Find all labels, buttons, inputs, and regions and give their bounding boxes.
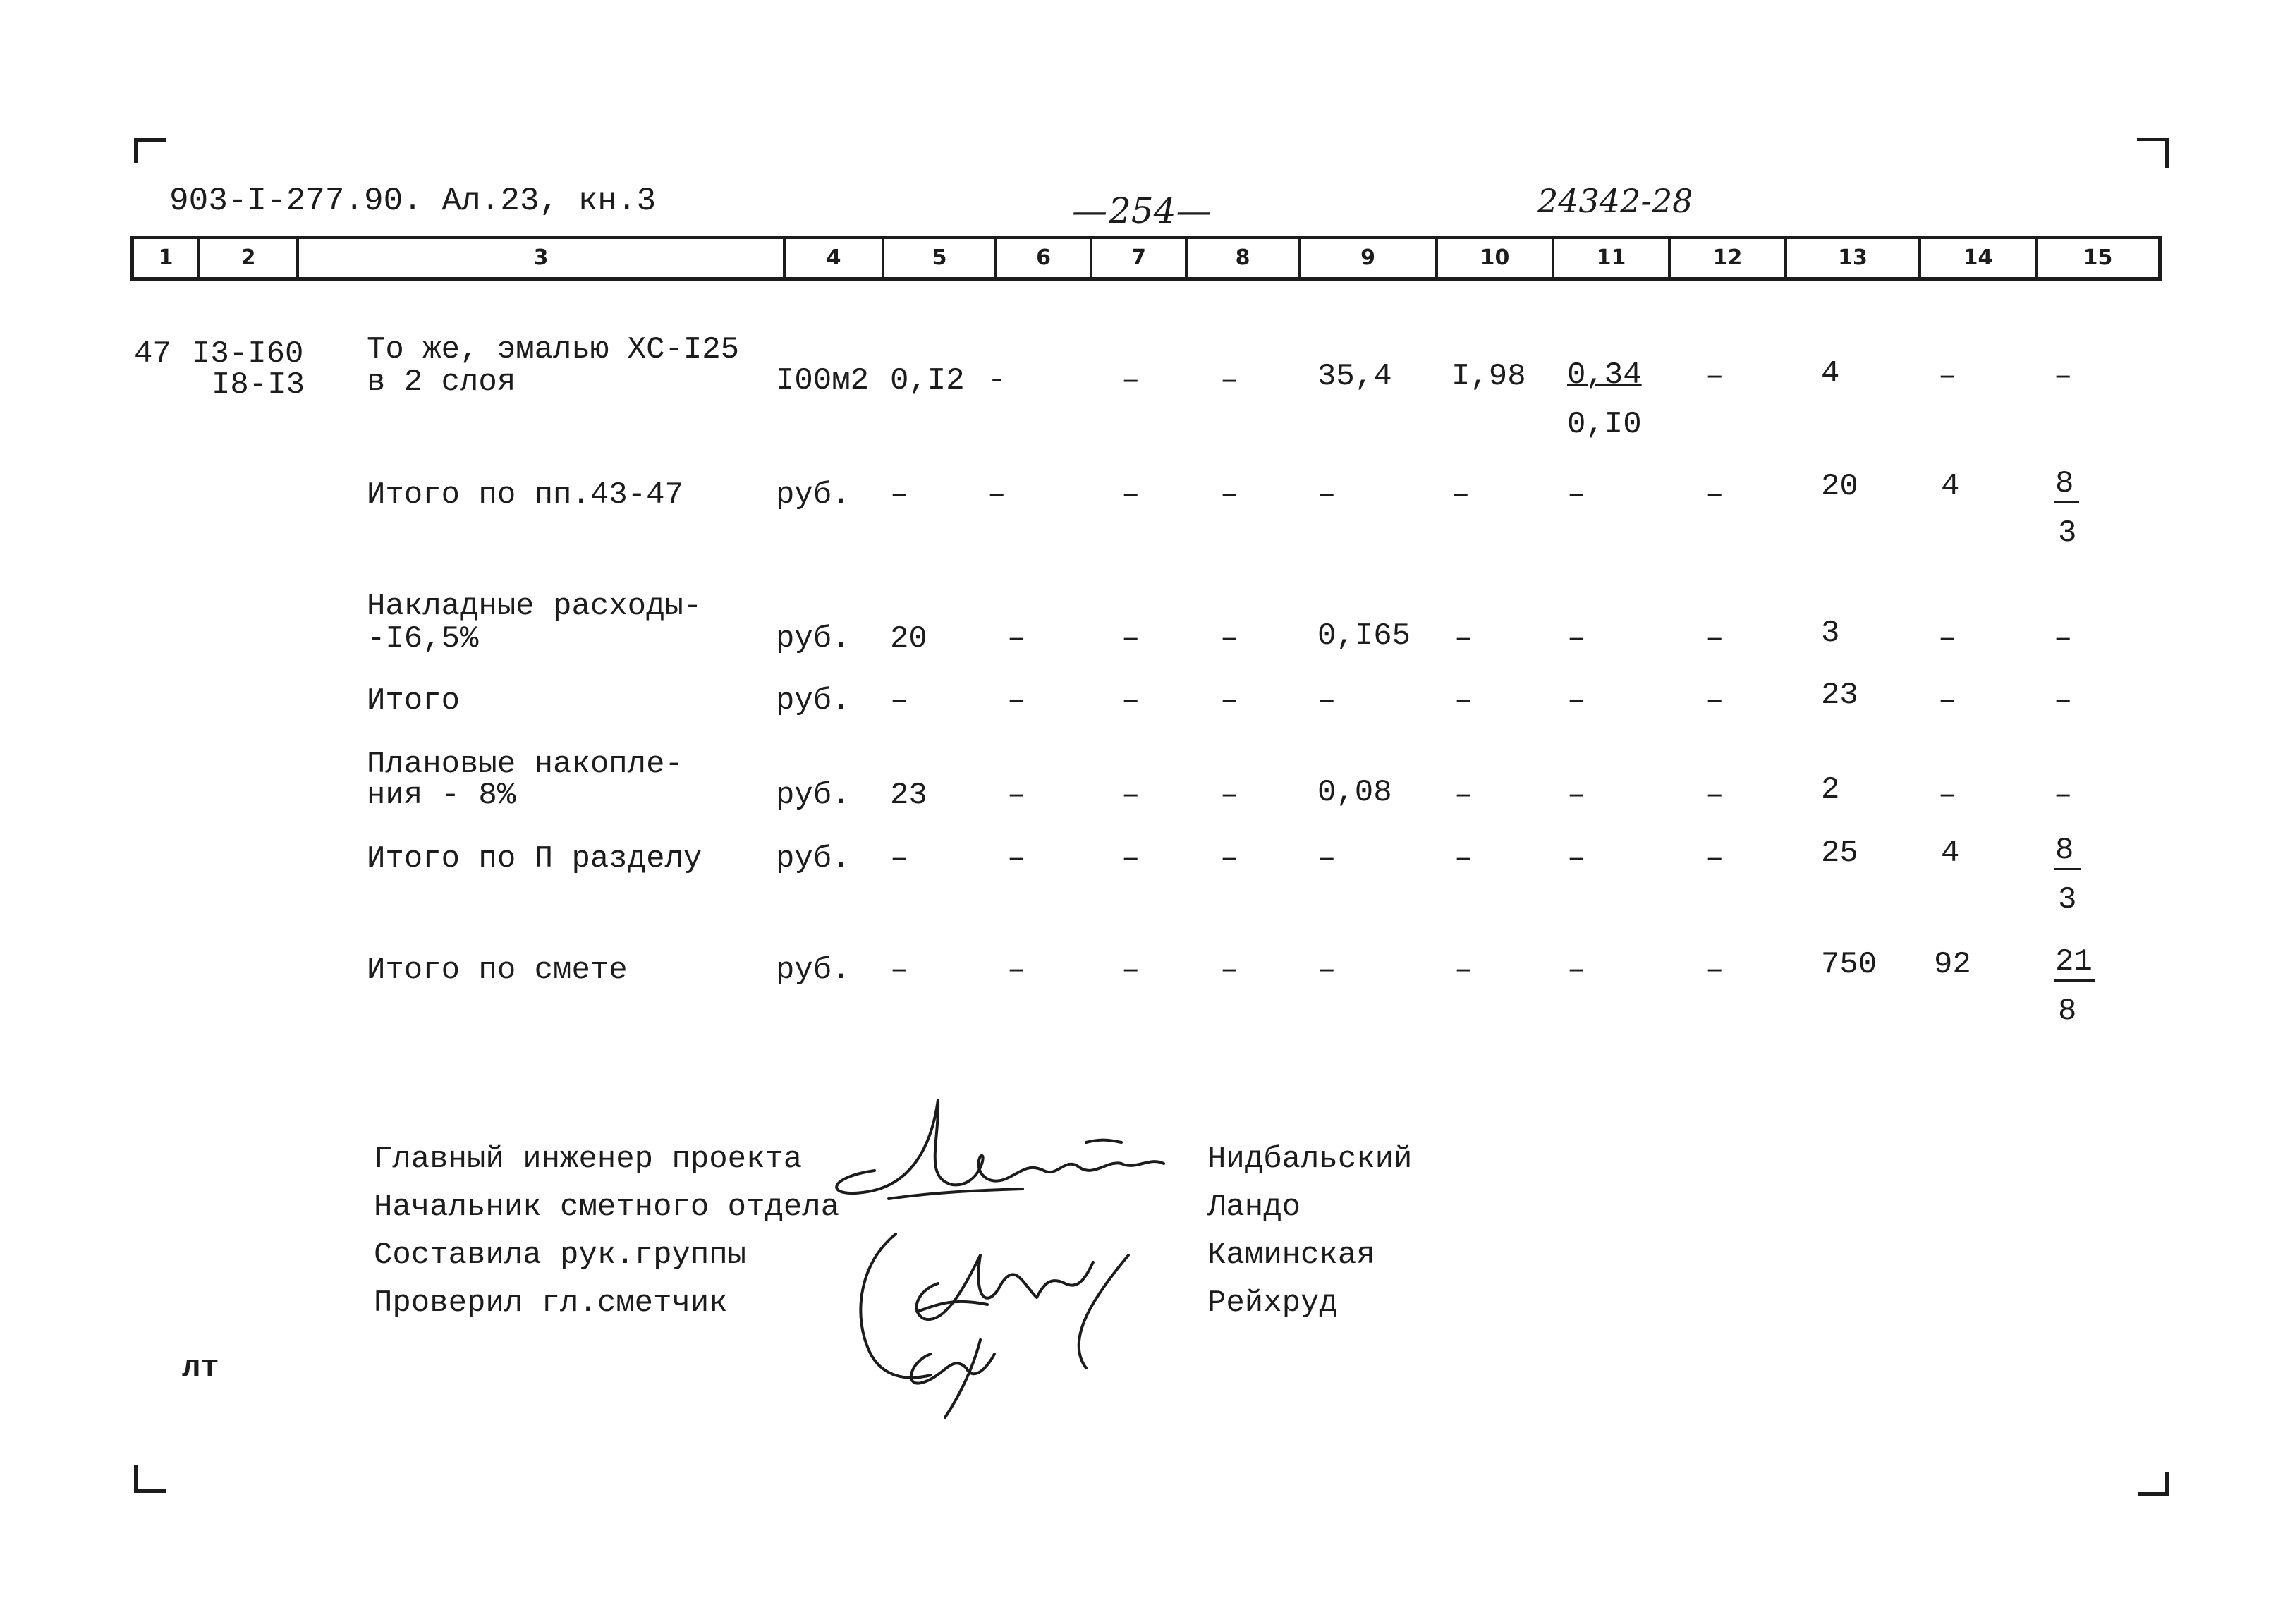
row47-col11-top-value: 0,34 — [1567, 358, 1642, 393]
signature-name-2: Ландо — [1207, 1190, 1301, 1225]
estimate-col12: – — [1705, 953, 1724, 988]
total4347-col8: – — [1220, 477, 1239, 513]
overhead-name-1: Накладные расходы- — [367, 589, 702, 624]
row47-col8: – — [1220, 363, 1239, 398]
itogo-col9: – — [1317, 683, 1336, 719]
corner-mark-top-left — [134, 138, 166, 163]
overhead-col8: – — [1220, 621, 1239, 657]
row47-col7: – — [1121, 363, 1140, 398]
row47-name-1: То же, эмалью ХС-I25 — [367, 332, 740, 367]
overhead-col15: – — [2054, 621, 2073, 657]
column-header-9: 9 — [1298, 239, 1435, 277]
total4347-col15-top — [2054, 468, 2079, 499]
total4347-name: Итого по пп.43-47 — [367, 477, 683, 513]
total4347-col11: – — [1567, 477, 1586, 513]
itogo-col6: – — [1007, 683, 1026, 719]
planned-name-2: ния - 8% — [367, 778, 516, 813]
estimate-col14: 92 — [1934, 947, 1971, 982]
estimate-col7: – — [1121, 953, 1140, 988]
section2-col8: – — [1220, 841, 1239, 877]
row47-col10: I,98 — [1451, 359, 1526, 394]
column-header-13: 13 — [1784, 239, 1918, 277]
section2-unit: руб. — [776, 841, 851, 877]
section2-col10: – — [1454, 841, 1473, 877]
signature-role-3: Составила рук.группы — [374, 1238, 747, 1273]
column-header-15: 15 — [2035, 239, 2158, 277]
column-header-2: 2 — [197, 239, 296, 277]
section2-col15-top — [2054, 835, 2081, 866]
itogo-name: Итого — [367, 683, 461, 719]
page-number: —254— — [1072, 190, 1212, 231]
planned-unit: руб. — [776, 778, 851, 813]
section2-col6: – — [1007, 841, 1026, 877]
page-number-value: 254 — [1109, 190, 1176, 231]
planned-col10: – — [1454, 778, 1473, 813]
signature-role-1: Главный инженер проекта — [374, 1142, 803, 1177]
column-header-7: 7 — [1090, 239, 1185, 277]
section2-col13: 25 — [1821, 836, 1858, 871]
document-number: 24342-28 — [1537, 182, 1693, 220]
overhead-col10: – — [1454, 621, 1473, 657]
section2-col14: 4 — [1941, 836, 1960, 871]
planned-col6: – — [1007, 778, 1026, 813]
total4347-col13: 20 — [1821, 469, 1858, 504]
row47-col6: - — [987, 363, 1006, 398]
total4347-col12: – — [1705, 477, 1724, 513]
document-code: 903-I-277.90. Ал.23, кн.3 — [169, 183, 657, 219]
row47-col11-top — [1567, 360, 1642, 391]
planned-col11: – — [1567, 778, 1586, 813]
overhead-col12: – — [1705, 621, 1724, 657]
section2-col7: – — [1121, 841, 1140, 877]
footer-mark: лт — [182, 1350, 219, 1386]
estimate-col13: 750 — [1821, 947, 1877, 982]
estimate-col6: – — [1007, 953, 1026, 988]
planned-col9: 0,08 — [1317, 775, 1392, 810]
planned-col14: – — [1938, 778, 1957, 813]
total4347-col7: – — [1121, 477, 1140, 513]
planned-col12: – — [1705, 778, 1724, 813]
planned-col5: 23 — [890, 778, 927, 813]
row47-col14: – — [1938, 359, 1957, 394]
itogo-col12: – — [1705, 683, 1724, 719]
overhead-unit: руб. — [776, 621, 851, 657]
estimate-col8: – — [1220, 953, 1239, 988]
overhead-col11: – — [1567, 621, 1586, 657]
itogo-col14: – — [1938, 683, 1957, 719]
overhead-col13: 3 — [1821, 616, 1840, 651]
overhead-col9: 0,I65 — [1317, 618, 1411, 654]
column-header-6: 6 — [994, 239, 1090, 277]
planned-col13: 2 — [1821, 772, 1840, 807]
row47-col13: 4 — [1821, 356, 1840, 391]
section2-col15-bottom: 3 — [2058, 882, 2077, 917]
itogo-col13: 23 — [1821, 678, 1858, 713]
signature-name-1: Нидбальский — [1207, 1142, 1413, 1177]
estimate-col15-top-value: 21 — [2054, 944, 2095, 982]
row47-unit: I00м2 — [776, 363, 870, 398]
row47-col9: 35,4 — [1317, 359, 1392, 394]
column-header-8: 8 — [1185, 239, 1298, 277]
row47-number: 47 — [134, 336, 171, 372]
column-header-5: 5 — [882, 239, 994, 277]
itogo-unit: руб. — [776, 683, 851, 719]
column-header-10: 10 — [1435, 239, 1552, 277]
row47-col11-bottom: 0,I0 — [1567, 407, 1642, 442]
itogo-col8: – — [1220, 683, 1239, 719]
overhead-col7: – — [1121, 621, 1140, 657]
signature-name-3: Каминская — [1207, 1238, 1375, 1273]
column-header-4: 4 — [783, 239, 882, 277]
itogo-col5: – — [890, 683, 909, 719]
corner-mark-top-right — [2137, 138, 2169, 168]
total4347-col5: – — [890, 477, 909, 513]
estimate-col11: – — [1567, 953, 1586, 988]
estimate-col15-top — [2054, 946, 2095, 977]
signature-role-2: Начальник сметного отдела — [374, 1190, 840, 1225]
row47-name-2: в 2 слоя — [367, 365, 516, 400]
estimate-name: Итого по смете — [367, 953, 628, 988]
itogo-col10: – — [1454, 683, 1473, 719]
section2-col5: – — [890, 841, 909, 877]
section2-col11: – — [1567, 841, 1586, 877]
overhead-col5: 20 — [890, 621, 927, 657]
row47-code-2: I8-I3 — [212, 367, 305, 403]
itogo-col15: – — [2054, 683, 2073, 719]
estimate-col10: – — [1454, 953, 1473, 988]
estimate-col9: – — [1317, 953, 1336, 988]
planned-col8: – — [1220, 778, 1239, 813]
overhead-col6: – — [1007, 621, 1026, 657]
section2-col12: – — [1705, 841, 1724, 877]
column-header-12: 12 — [1668, 239, 1784, 277]
column-header-1: 1 — [158, 245, 173, 270]
total4347-col9: – — [1317, 477, 1336, 513]
section2-name: Итого по П разделу — [367, 841, 702, 877]
handwritten-signature — [811, 1072, 1234, 1424]
itogo-col11: – — [1567, 683, 1586, 719]
planned-col7: – — [1121, 778, 1140, 813]
overhead-col14: – — [1938, 621, 1957, 657]
section2-col9: – — [1317, 841, 1336, 877]
estimate-unit: руб. — [776, 953, 851, 988]
planned-col15: – — [2054, 778, 2073, 813]
row47-col12: – — [1705, 359, 1724, 394]
column-header-14: 14 — [1918, 239, 2035, 277]
planned-name-1: Плановые накопле- — [367, 747, 683, 782]
column-header-11: 11 — [1552, 239, 1668, 277]
total4347-col10: – — [1451, 477, 1470, 513]
overhead-name-2: -I6,5% — [367, 621, 479, 657]
corner-mark-bottom-right — [2138, 1472, 2169, 1496]
section2-col15-top-value: 8 — [2054, 833, 2081, 870]
signature-name-4: Рейхруд — [1207, 1286, 1338, 1321]
row47-col5: 0,I2 — [890, 363, 965, 398]
row47-code-1: I3-I60 — [192, 336, 304, 372]
total4347-col6: – — [987, 477, 1006, 513]
estimate-col5: – — [890, 953, 909, 988]
total4347-col15-bottom: 3 — [2058, 515, 2077, 551]
total4347-unit: руб. — [776, 477, 851, 513]
total4347-col15-top-value: 8 — [2054, 466, 2079, 503]
estimate-col15-bottom: 8 — [2058, 994, 2077, 1029]
itogo-col7: – — [1121, 683, 1140, 719]
corner-mark-bottom-left — [134, 1465, 166, 1493]
signature-role-4: Проверил гл.сметчик — [374, 1286, 728, 1321]
row47-col15: – — [2054, 359, 2073, 394]
total4347-col14: 4 — [1941, 469, 1960, 504]
column-header-3: 3 — [296, 239, 783, 277]
column-header-row — [130, 236, 2162, 281]
